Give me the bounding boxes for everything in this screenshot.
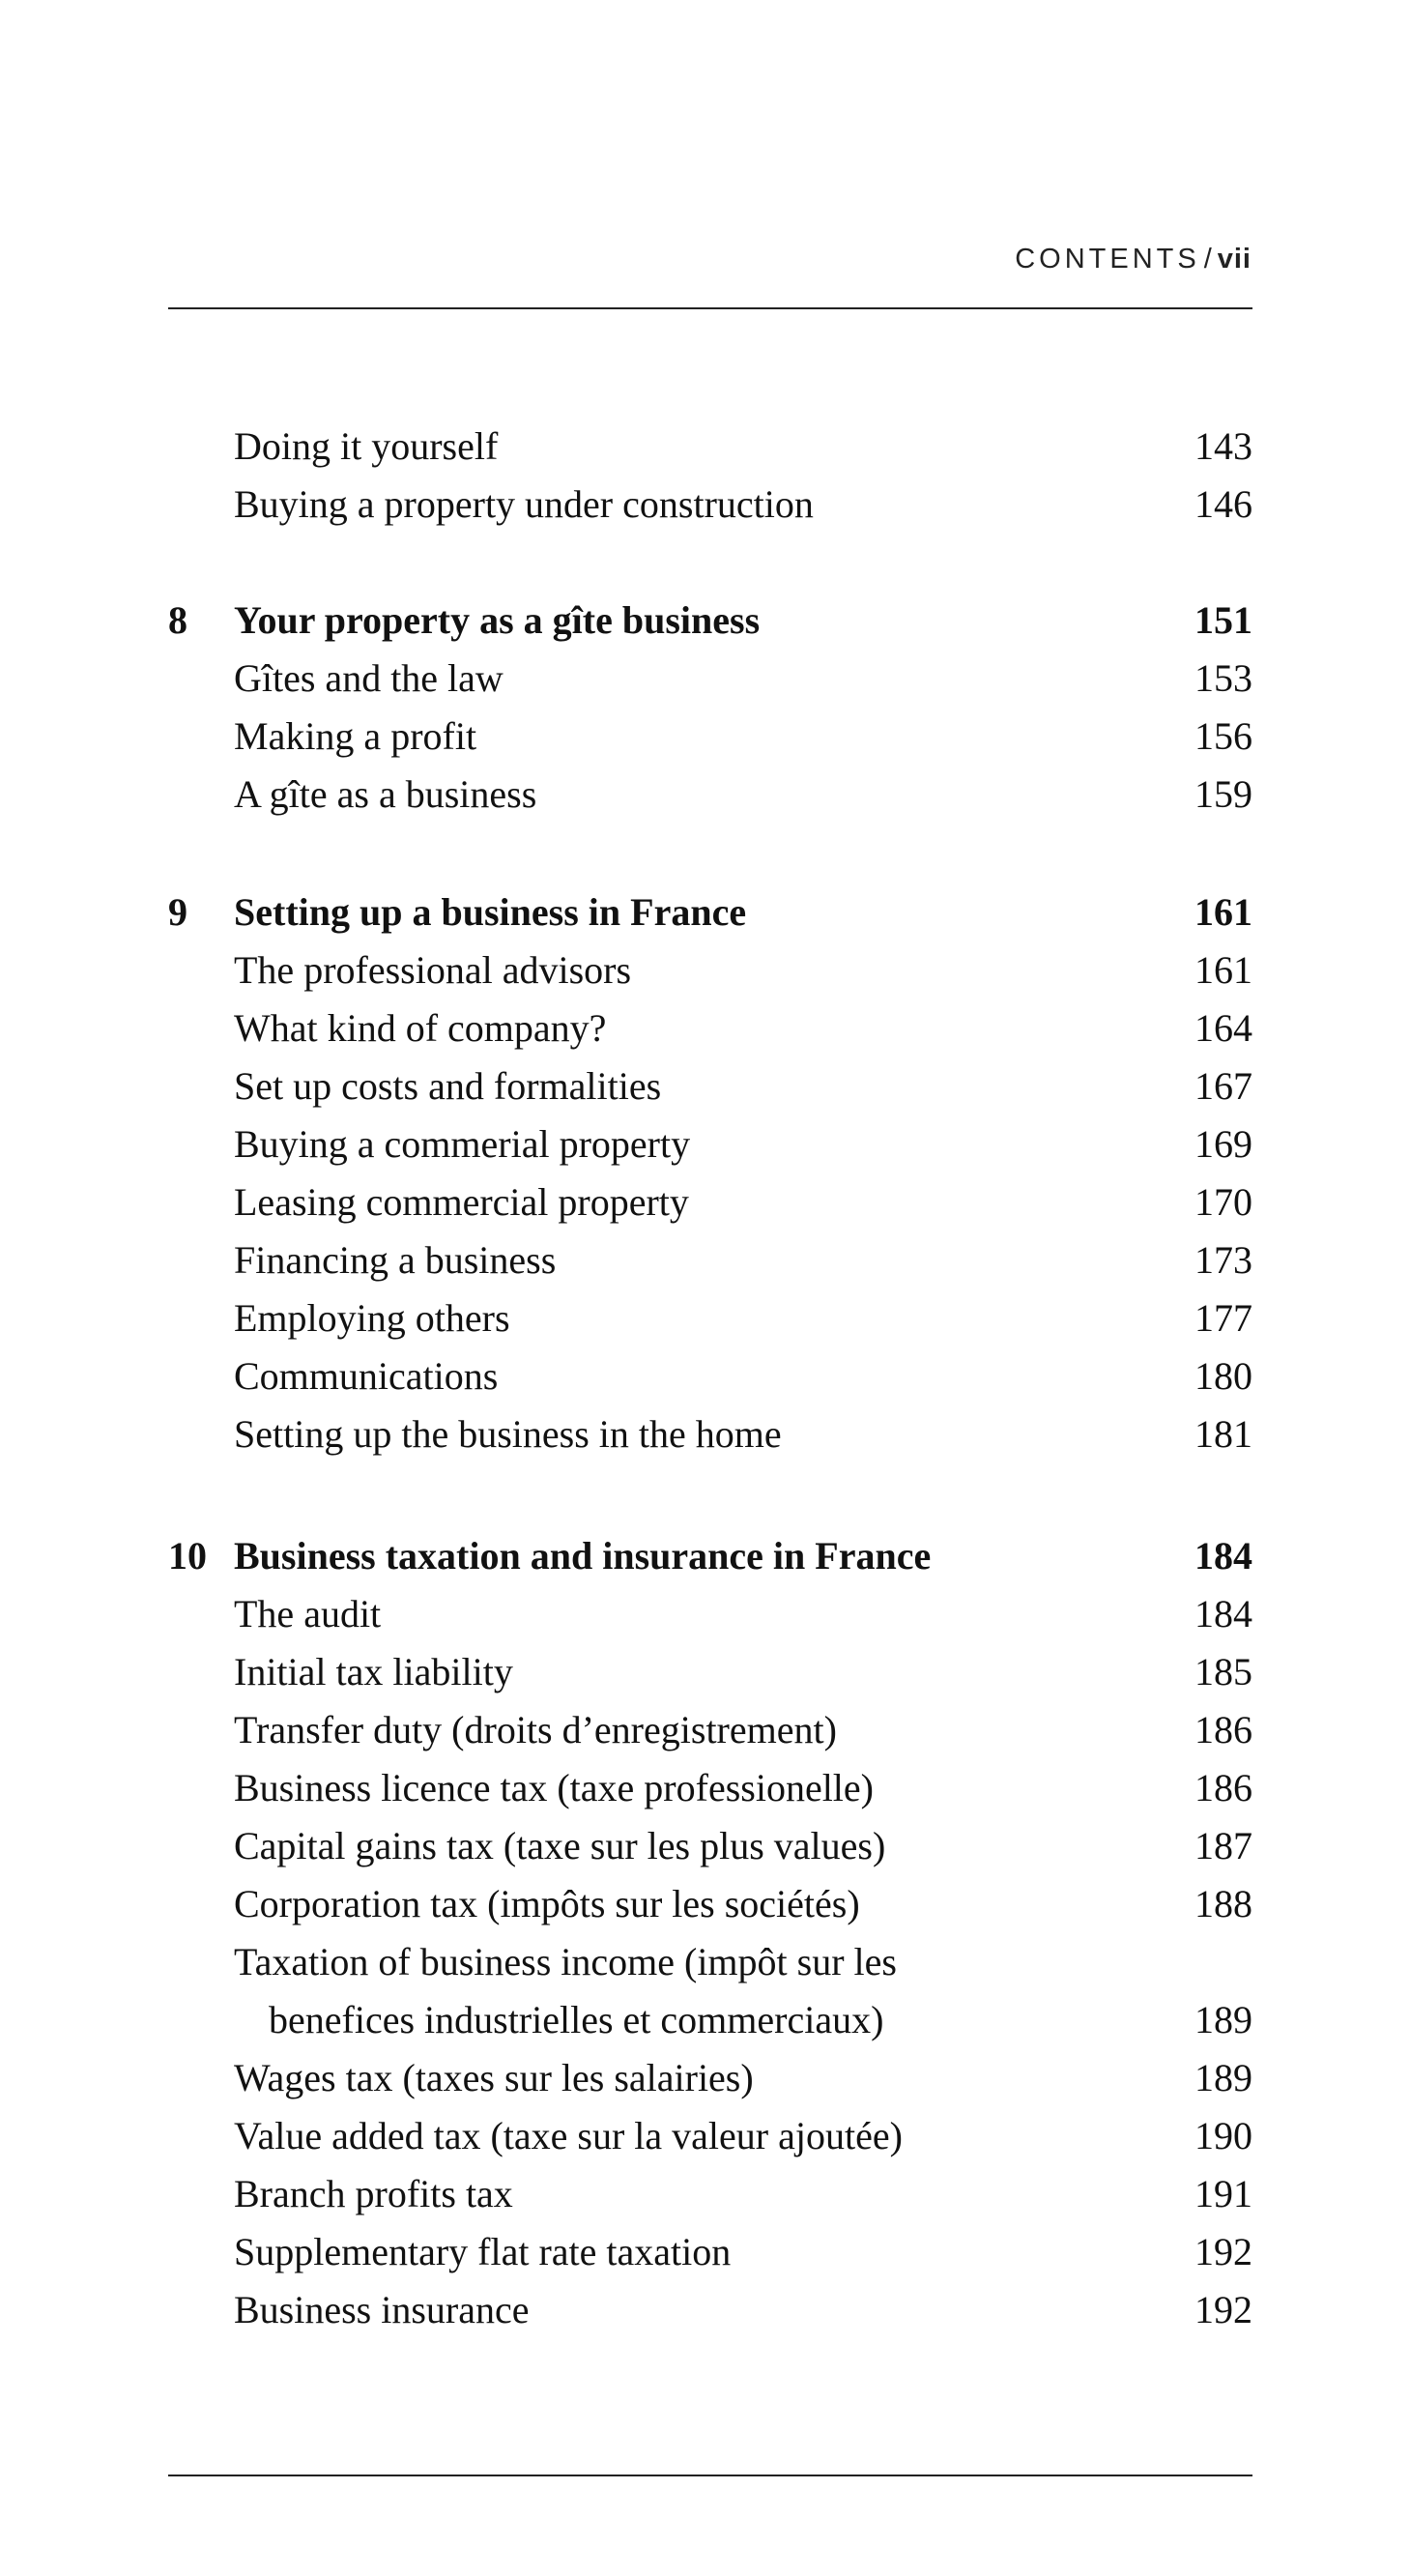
toc-entry-title: Communications (234, 1354, 499, 1398)
toc-entry-page: 159 (1194, 772, 1252, 816)
chapter-page: 184 (1194, 1534, 1252, 1577)
toc-entry (168, 1405, 1252, 1463)
running-head-label: CONTENTS (1015, 244, 1200, 275)
toc-entry (168, 999, 1252, 1057)
toc-entry-title: Capital gains tax (taxe sur les plus values) (234, 1824, 886, 1867)
toc-entry-title: Business insurance (234, 2288, 530, 2331)
toc-entry-page: 181 (1194, 1412, 1252, 1456)
toc-entry-title-line2: benefices industrielles et commerciaux) (269, 1998, 884, 2041)
toc-entry-title: Buying a commerial property (234, 1122, 691, 1166)
running-head-separator: / (1203, 244, 1212, 275)
toc-entry-page: 187 (1194, 1824, 1252, 1867)
chapter-heading (168, 883, 1252, 941)
toc-entry (168, 650, 1252, 708)
toc-entry-page: 177 (1194, 1296, 1252, 1340)
toc-entry-page: 169 (1194, 1122, 1252, 1166)
chapter-page: 151 (1194, 598, 1252, 642)
toc-entry (168, 2281, 1252, 2339)
toc-entry-page: 185 (1194, 1650, 1252, 1693)
toc-entry (168, 1933, 1252, 2049)
toc-entry-title: Setting up the business in the home (234, 1412, 782, 1456)
toc-entry-title: The professional advisors (234, 948, 632, 992)
toc-entry (168, 1289, 1252, 1347)
toc-entry (168, 2107, 1252, 2165)
toc-entry (168, 1875, 1252, 1933)
toc-entry-title-line1: Taxation of business income (impôt sur les (234, 1940, 897, 1983)
toc-entry-title: Set up costs and formalities (234, 1064, 662, 1108)
toc-entry-title: Making a profit (234, 714, 477, 758)
toc-entry-page: 190 (1194, 2114, 1252, 2157)
toc-entry-title: The audit (234, 1592, 382, 1635)
toc-entry-page: 192 (1194, 2288, 1252, 2331)
chapter-8 (168, 592, 1252, 824)
toc-entry-title: Doing it yourself (234, 424, 499, 468)
toc-entry (168, 2049, 1252, 2107)
toc-entry-title: A gîte as a business (234, 772, 537, 816)
chapter-9 (168, 883, 1252, 1463)
toc-entry (168, 1817, 1252, 1875)
toc-entry-page: 184 (1194, 1592, 1252, 1635)
toc-entry-page: 186 (1194, 1766, 1252, 1809)
footer-rule (168, 2475, 1252, 2476)
toc-entry-title: Branch profits tax (234, 2172, 513, 2215)
chapter-title: Setting up a business in France (234, 890, 747, 934)
running-head (1015, 244, 1252, 275)
chapter-number: 9 (168, 890, 187, 934)
toc-entry-page: 186 (1194, 1708, 1252, 1751)
toc-entry (168, 1347, 1252, 1405)
chapter-heading (168, 592, 1252, 650)
toc-entry-page: 167 (1194, 1064, 1252, 1108)
toc-entry-title: Corporation tax (impôts sur les sociétés) (234, 1882, 860, 1925)
chapter-title: Your property as a gîte business (234, 598, 761, 642)
toc-entry-page: 161 (1194, 948, 1252, 992)
toc-entry-page: 156 (1194, 714, 1252, 758)
toc-entry-page: 143 (1194, 424, 1252, 468)
toc-entry-title: Business licence tax (taxe professionelle) (234, 1766, 874, 1809)
toc-entry-title: Financing a business (234, 1238, 557, 1282)
toc-entry-page: 146 (1194, 482, 1252, 526)
toc-entry (168, 1057, 1252, 1115)
toc-entry (168, 2223, 1252, 2281)
continued-section (168, 418, 1252, 534)
toc-entry (168, 418, 1252, 476)
toc-entry (168, 941, 1252, 999)
toc-entry-page: 192 (1194, 2230, 1252, 2273)
toc-entry (168, 476, 1252, 534)
toc-entry-title: Leasing commercial property (234, 1180, 689, 1224)
toc-entry (168, 1701, 1252, 1759)
toc-entry (168, 1115, 1252, 1173)
chapter-number: 10 (168, 1534, 207, 1577)
toc-entry (168, 1585, 1252, 1643)
toc-entry-title: Buying a property under construction (234, 482, 814, 526)
header-rule (168, 307, 1252, 309)
toc-entry (168, 1643, 1252, 1701)
toc-entry-page: 191 (1194, 2172, 1252, 2215)
toc-entry-page: 170 (1194, 1180, 1252, 1224)
chapter-number: 8 (168, 598, 187, 642)
toc-entry (168, 1231, 1252, 1289)
toc-entry (168, 766, 1252, 824)
toc-entry (168, 708, 1252, 766)
toc-entry-title: What kind of company? (234, 1006, 607, 1050)
toc-entry-title: Employing others (234, 1296, 510, 1340)
toc-entry (168, 1759, 1252, 1817)
toc-entry (168, 2165, 1252, 2223)
toc-entry-page: 173 (1194, 1238, 1252, 1282)
toc-entry-title: Supplementary flat rate taxation (234, 2230, 732, 2273)
toc-entry-page: 180 (1194, 1354, 1252, 1398)
toc-entry (168, 1173, 1252, 1231)
toc-entry-title: Transfer duty (droits d’enregistrement) (234, 1708, 837, 1751)
chapter-title: Business taxation and insurance in France (234, 1534, 932, 1577)
toc-entry-title: Initial tax liability (234, 1650, 513, 1693)
toc-entry-title: Gîtes and the law (234, 656, 504, 700)
toc-entry-page: 164 (1194, 1006, 1252, 1050)
toc-entry-page: 188 (1194, 1882, 1252, 1925)
toc-entry-page: 189 (1194, 2056, 1252, 2099)
toc-entry-page: 189 (1194, 1998, 1252, 2041)
toc-entry-page: 153 (1194, 656, 1252, 700)
chapter-10 (168, 1527, 1252, 2339)
toc-entry-title: Wages tax (taxes sur les salairies) (234, 2056, 754, 2099)
toc-entry-title (234, 1933, 1084, 2049)
chapter-page: 161 (1194, 890, 1252, 934)
chapter-heading (168, 1527, 1252, 1585)
toc-entry-title: Value added tax (taxe sur la valeur ajoutée) (234, 2114, 903, 2157)
page-number: vii (1217, 244, 1252, 275)
